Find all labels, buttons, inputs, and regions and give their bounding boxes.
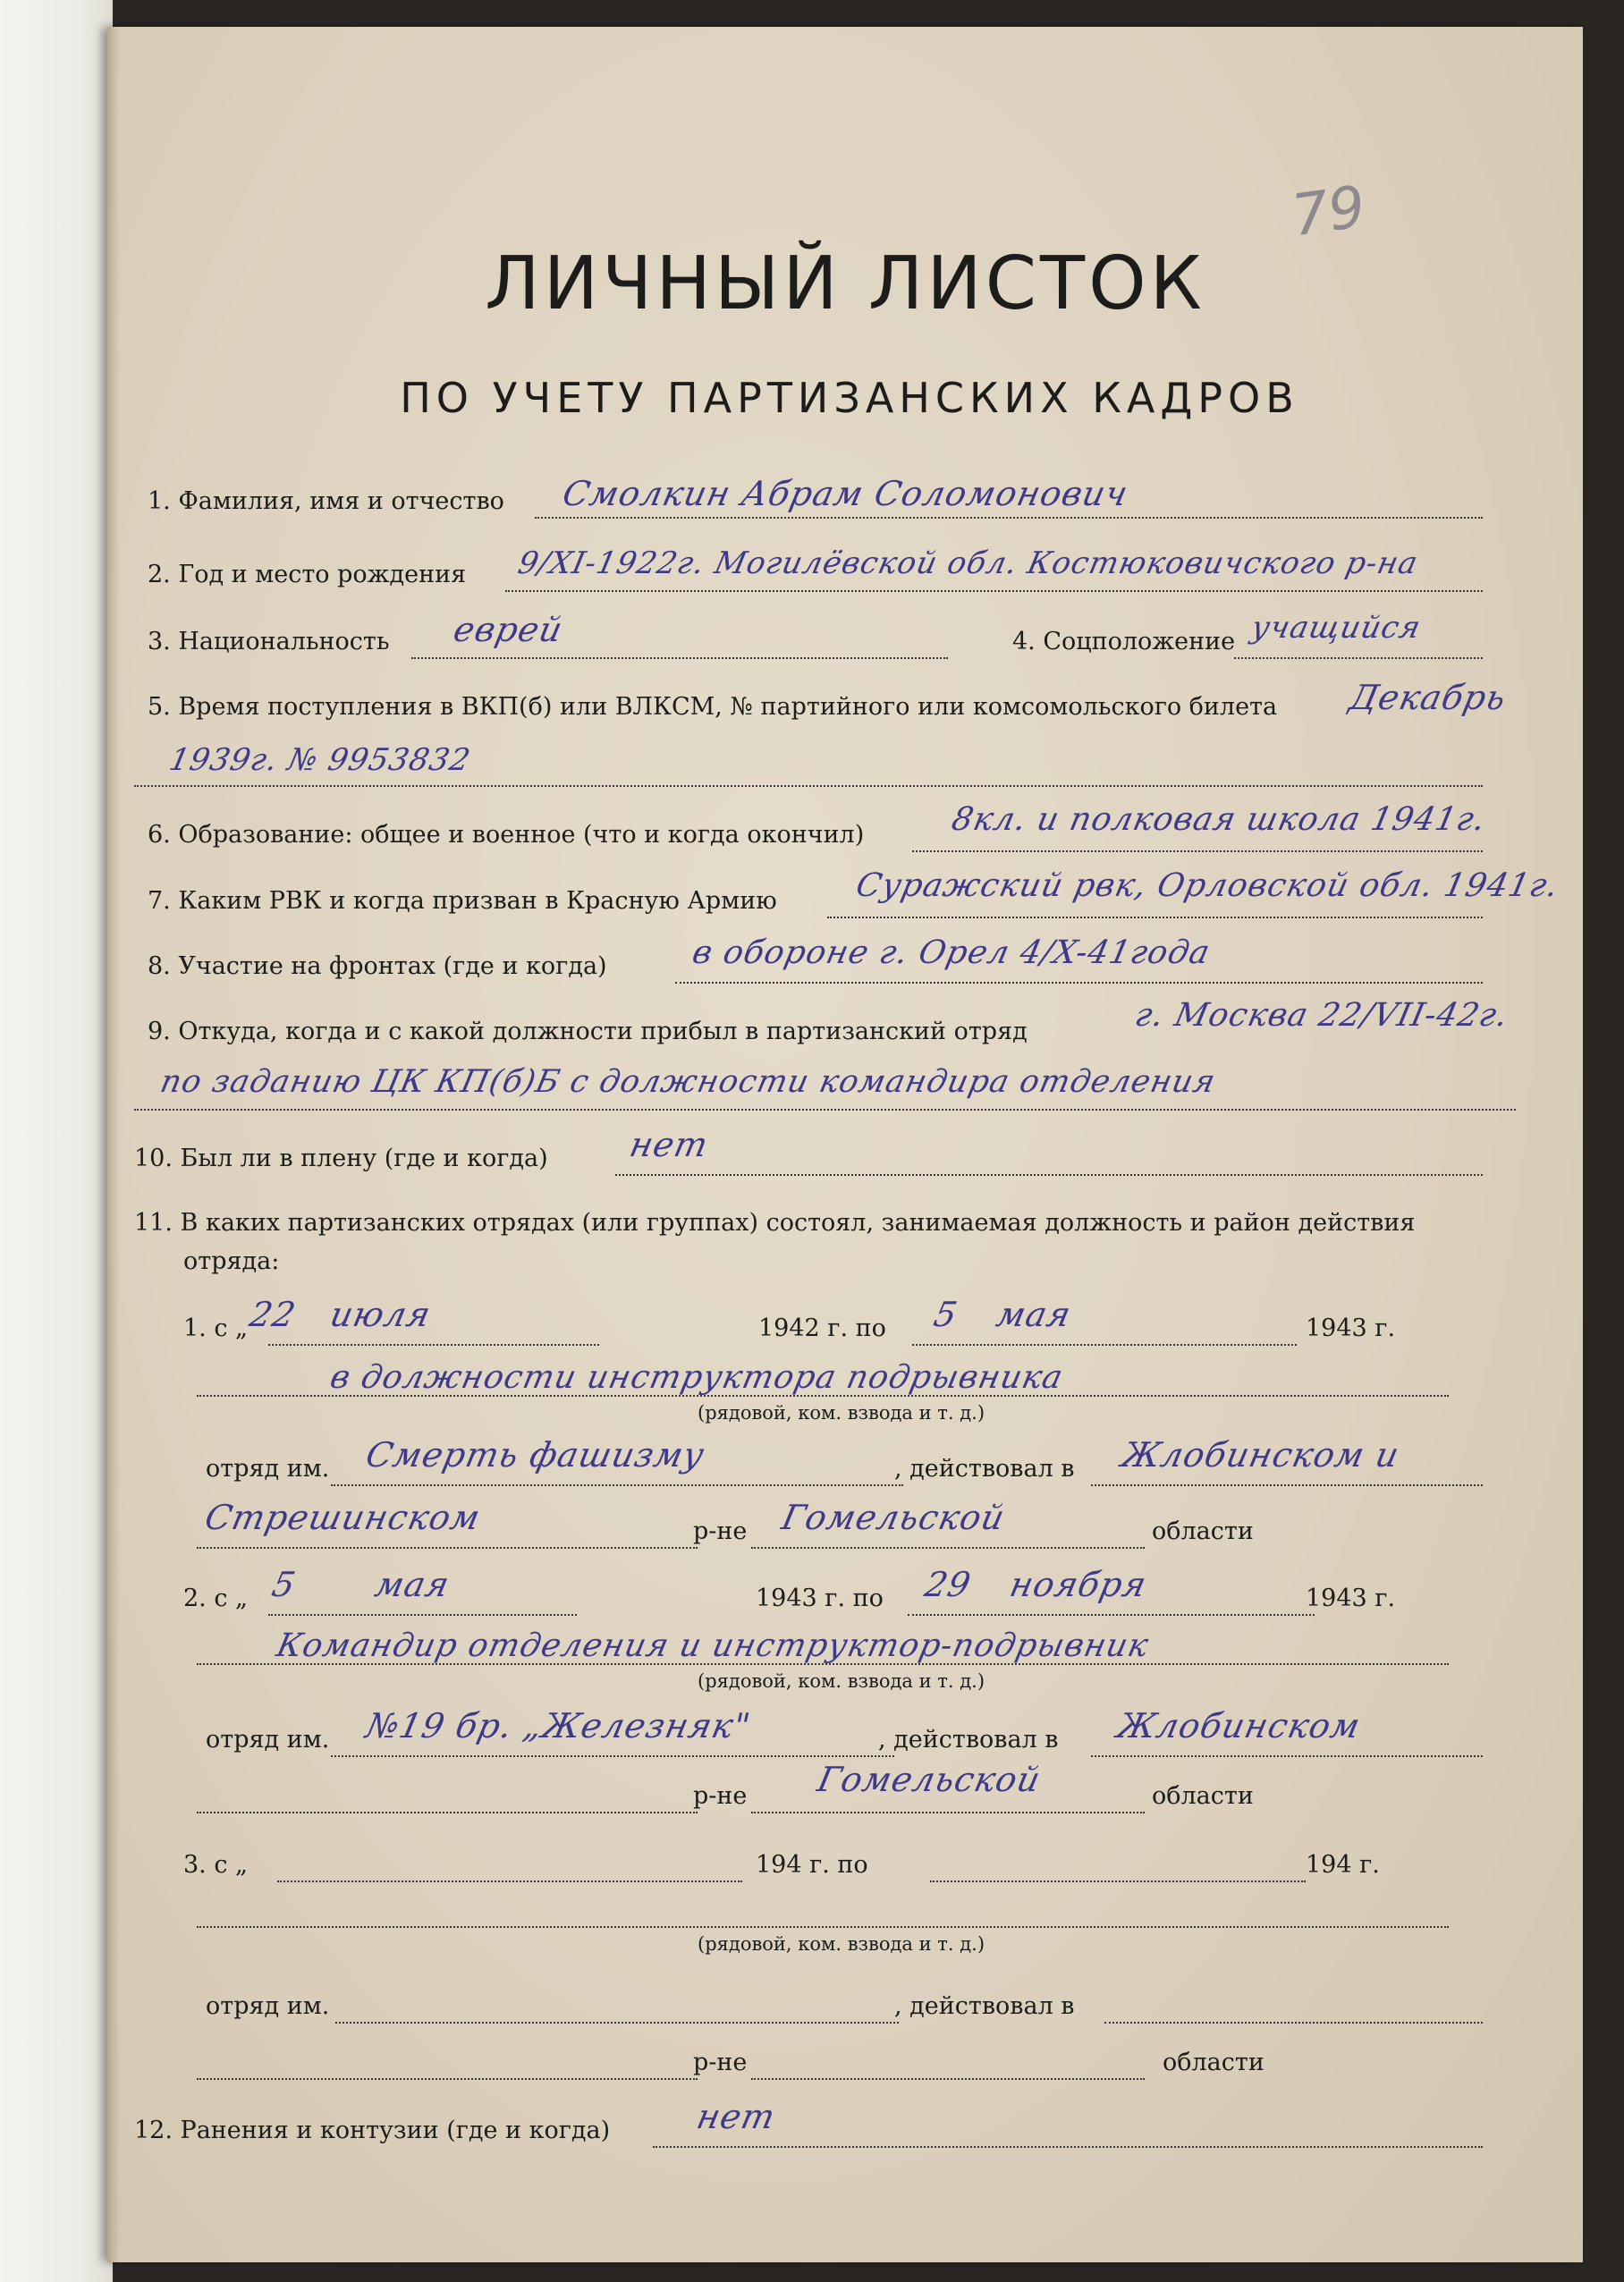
- entry-3-from-line: [277, 1881, 742, 1882]
- entry-2-rayon-label: р-не: [693, 1782, 748, 1810]
- entry-2-position-hint: (рядовой, ком. взвода и т. д.): [698, 1670, 985, 1692]
- entry-1-position: в должности инструктора подрывника: [326, 1359, 1067, 1396]
- field-8-line: [675, 982, 1483, 984]
- entry-2-detachment: №19 бр. „Железняк": [362, 1706, 755, 1745]
- field-1-value: Смолкин Абрам Соломонович: [559, 474, 1132, 513]
- entry-2-from-line: [268, 1614, 577, 1616]
- entry-2-rayon-line: [197, 1812, 698, 1813]
- entry-3-detachment-label: отряд им.: [206, 1992, 330, 2020]
- field-2-value: 9/XI-1922г. Могилёвской обл. Костюковичского р-на: [514, 545, 1422, 581]
- field-6-value: 8кл. и полковая школа 1941г.: [948, 801, 1490, 838]
- entry-1-acted-label: , действовал в: [894, 1455, 1075, 1483]
- field-10-value: нет: [626, 1125, 713, 1164]
- entry-3-position-line: [197, 1926, 1449, 1928]
- entry-3-detachment-line: [335, 2022, 899, 2024]
- entry-2-detachment-line: [331, 1755, 894, 1757]
- field-4-value: учащийся: [1248, 610, 1425, 646]
- entry-1-position-line: [197, 1395, 1449, 1397]
- entry-2-acted-label: , действовал в: [878, 1726, 1059, 1754]
- entry-3-year1: 194 г. по: [756, 1851, 868, 1879]
- entry-1-district2: Стрешинском: [201, 1498, 485, 1537]
- entry-3-num: 3. с „: [183, 1851, 249, 1879]
- entry-1-detachment-label: отряд им.: [206, 1455, 330, 1483]
- field-4-line: [1234, 657, 1483, 659]
- field-3-label: 3. Национальность: [148, 628, 390, 655]
- entry-3-year2: 194 г.: [1306, 1851, 1380, 1879]
- field-8-value: в обороне г. Орел 4/X-41года: [689, 934, 1214, 971]
- field-3-line: [411, 657, 948, 659]
- entry-2-district1: Жлобинском: [1113, 1706, 1365, 1745]
- entry-2-year1: 1943 г. по: [756, 1585, 884, 1612]
- field-12-value: нет: [693, 2097, 780, 2136]
- entry-1-day: 22: [246, 1295, 300, 1334]
- entry-2-year2: 1943 г.: [1306, 1585, 1396, 1612]
- field-11-label-2: отряда:: [183, 1247, 280, 1275]
- sheet-number: 79: [1288, 173, 1370, 250]
- entry-3-oblast-label: области: [1163, 2049, 1265, 2076]
- field-5-value-2: 1939г. № 9953832: [165, 742, 474, 778]
- field-9-line: [134, 1109, 1516, 1111]
- entry-2-region-line: [751, 1812, 1145, 1813]
- entry-2-position: Командир отделения и инструктор-подрывник: [273, 1627, 1153, 1664]
- field-9-label: 9. Откуда, когда и с какой должности прибыл в партизанский отряд: [148, 1018, 1028, 1045]
- field-7-line: [827, 917, 1483, 918]
- entry-2-day2: 29: [921, 1565, 976, 1604]
- field-10-label: 10. Был ли в плену (где и когда): [134, 1145, 548, 1172]
- field-5-label: 5. Время поступления в ВКП(б) или ВЛКСМ, № партийного или комсомольского билета: [148, 693, 1278, 721]
- entry-2-oblast-label: области: [1152, 1782, 1254, 1810]
- form-title: ЛИЧНЫЙ ЛИСТОК: [485, 241, 1205, 326]
- entry-1-district1: Жлобинском и: [1118, 1435, 1404, 1475]
- entry-1-day2: 5: [930, 1295, 961, 1334]
- entry-3-to-line: [930, 1881, 1306, 1882]
- field-11-label: 11. В каких партизанских отрядах (или группах) состоял, занимаемая должность и район действия: [134, 1209, 1416, 1237]
- entry-1-from-line: [268, 1344, 599, 1346]
- field-12-line: [653, 2146, 1483, 2148]
- entry-2-district-line: [1091, 1755, 1483, 1757]
- field-2-label: 2. Год и место рождения: [148, 561, 467, 588]
- entry-2-month2: ноября: [1006, 1565, 1151, 1604]
- entry-3-region-line: [751, 2078, 1145, 2080]
- entry-3-acted-label: , действовал в: [894, 1992, 1075, 2020]
- entry-1-num: 1. с „: [183, 1314, 249, 1342]
- field-5-line: [134, 785, 1483, 787]
- entry-1-region: Гомельской: [778, 1498, 1009, 1537]
- field-7-label: 7. Каким РВК и когда призван в Красную Армию: [148, 887, 777, 915]
- entry-1-oblast-label: области: [1152, 1517, 1254, 1545]
- entry-1-position-hint: (рядовой, ком. взвода и т. д.): [698, 1402, 985, 1424]
- entry-3-rayon-line: [197, 2078, 698, 2080]
- entry-1-detachment-line: [331, 1484, 903, 1486]
- field-12-label: 12. Ранения и контузии (где и когда): [134, 2117, 611, 2144]
- entry-1-region-line: [751, 1547, 1145, 1549]
- field-1-label: 1. Фамилия, имя и отчество: [148, 487, 504, 515]
- entry-1-rayon-label: р-не: [693, 1517, 748, 1545]
- entry-2-to-line: [908, 1614, 1315, 1616]
- entry-2-detachment-label: отряд им.: [206, 1726, 330, 1754]
- entry-2-day: 5: [268, 1565, 300, 1604]
- entry-2-num: 2. с „: [183, 1585, 249, 1612]
- field-9-value: г. Москва 22/VII-42г.: [1131, 997, 1512, 1034]
- entry-3-rayon-label: р-не: [693, 2049, 748, 2076]
- field-10-line: [615, 1174, 1483, 1176]
- entry-1-year2: 1943 г.: [1306, 1314, 1396, 1342]
- entry-1-rayon-line: [197, 1547, 698, 1549]
- entry-1-month2: мая: [993, 1295, 1076, 1334]
- entry-2-region: Гомельской: [814, 1760, 1045, 1799]
- field-6-label: 6. Образование: общее и военное (что и когда окончил): [148, 821, 865, 849]
- personal-record-form: [107, 27, 1583, 2262]
- entry-3-district-line: [1104, 2022, 1483, 2024]
- entry-2-month: мая: [371, 1565, 454, 1604]
- field-7-value: Суражский рвк, Орловской обл. 1941г.: [852, 867, 1562, 904]
- form-subtitle: ПО УЧЕТУ ПАРТИЗАНСКИХ КАДРОВ: [400, 374, 1299, 422]
- entry-1-district-line: [1091, 1484, 1483, 1486]
- field-4-label: 4. Соцположение: [1012, 628, 1236, 655]
- field-1-line: [535, 517, 1483, 519]
- field-9-value-2: по заданию ЦК КП(б)Б с должности командира отделения: [156, 1064, 1219, 1100]
- entry-1-month: июля: [326, 1295, 435, 1334]
- field-6-line: [912, 850, 1483, 852]
- field-5-value: Декабрь: [1346, 678, 1510, 717]
- entry-1-to-line: [912, 1344, 1297, 1346]
- field-2-line: [505, 590, 1483, 592]
- entry-1-detachment: Смерть фашизму: [362, 1435, 709, 1475]
- entry-1-year1: 1942 г. по: [758, 1314, 886, 1342]
- entry-2-position-line: [197, 1663, 1449, 1665]
- field-3-value: еврей: [450, 610, 567, 649]
- blank-page-edge: [0, 0, 113, 2282]
- field-8-label: 8. Участие на фронтах (где и когда): [148, 952, 607, 980]
- entry-3-position-hint: (рядовой, ком. взвода и т. д.): [698, 1933, 985, 1955]
